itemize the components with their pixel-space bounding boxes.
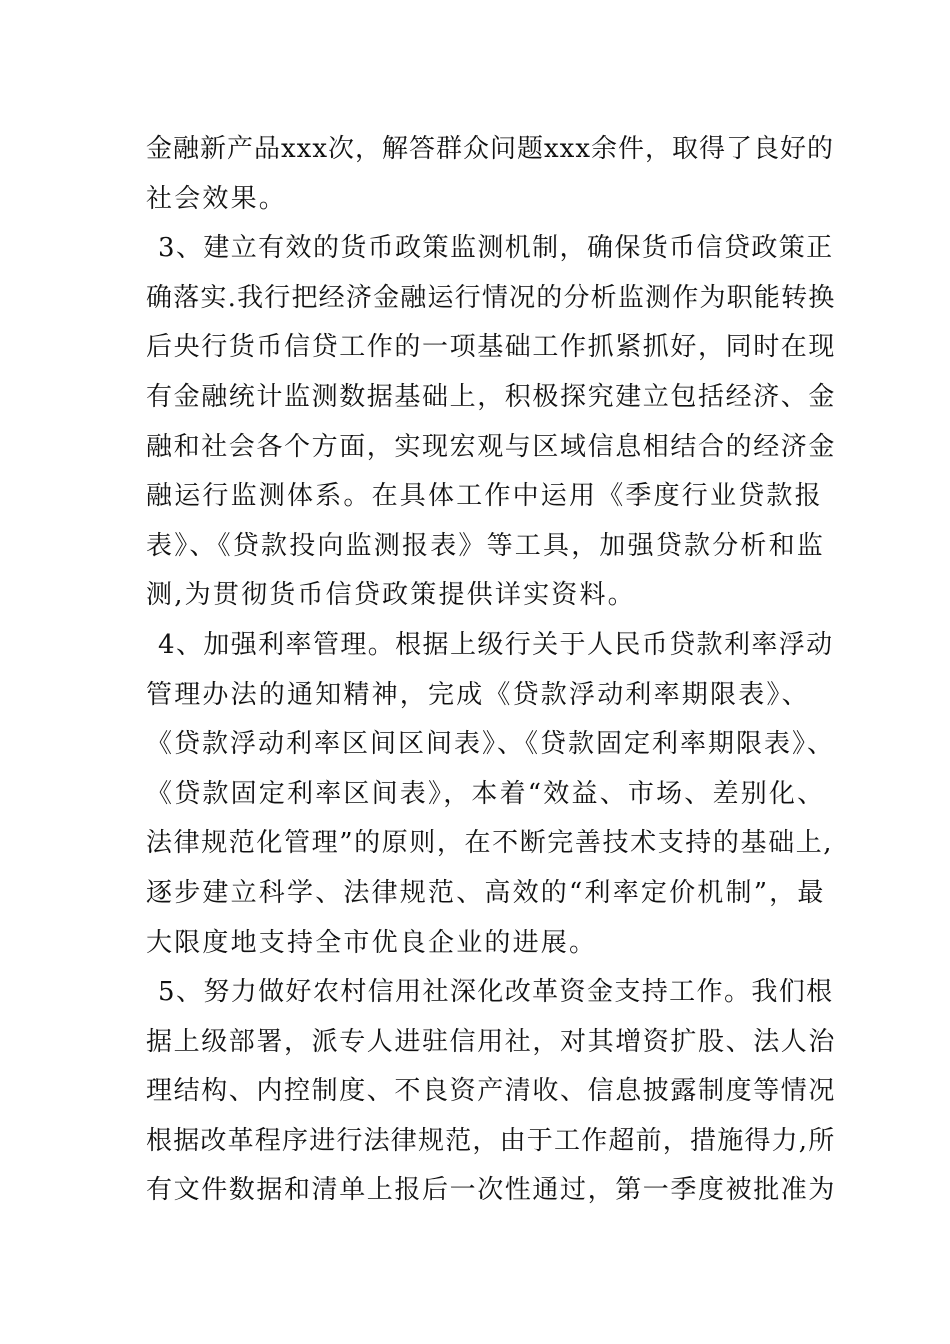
text-line: 据上级部署，派专人进驻信用社，对其增资扩股、法人治 (146, 1026, 837, 1057)
text-line: 融和社会各个方面，实现宏观与区域信息相结合的经济金 (146, 431, 837, 462)
text-line: 《贷款固定利率区间表》，本着“效益、市场、差别化、 (146, 778, 826, 809)
text-line: 根据改革程序进行法律规范，由于工作超前，措施得力,所 (146, 1125, 836, 1156)
text-line: 表》、《贷款投向监测报表》等工具，加强贷款分析和监 (146, 530, 826, 561)
text-line: 测,为贯彻货币信贷政策提供详实资料。 (146, 580, 636, 611)
text-line: 3、建立有效的货币政策监测机制，确保货币信贷政策正 (158, 233, 834, 264)
text-line: 管理办法的通知精神，完成《贷款浮动利率期限表》、 (146, 679, 810, 710)
text-line: 后央行货币信贷工作的一项基础工作抓紧抓好，同时在现 (146, 332, 837, 363)
text-line: 社会效果。 (146, 183, 288, 214)
text-line: 确落实.我行把经济金融运行情况的分析监测作为职能转换 (146, 282, 836, 313)
text-line: 融运行监测体系。在具体工作中运用《季度行业贷款报 (146, 481, 823, 512)
text-line: 有金融统计监测数据基础上，积极探究建立包括经济、金 (146, 381, 837, 412)
text-line: 《贷款浮动利率区间区间表》、《贷款固定利率期限表》、 (146, 729, 836, 760)
text-line: 4、加强利率管理。根据上级行关于人民币贷款利率浮动 (158, 629, 834, 660)
body-text (146, 125, 837, 1216)
text-line: 法律规范化管理”的原则，在不断完善技术支持的基础上, (146, 828, 834, 859)
text-line: 大限度地支持全市优良企业的进展。 (146, 927, 598, 958)
text-line: 理结构、内控制度、不良资产清收、信息披露制度等情况 (146, 1076, 837, 1107)
text-line: 逐步建立科学、法律规范、高效的“利率定价机制”，最 (146, 877, 826, 908)
text-line: 金融新产品xxx次，解答群众问题xxx余件，取得了良好的 (146, 134, 834, 164)
text-line: 5、努力做好农村信用社深化改革资金支持工作。我们根 (158, 977, 834, 1008)
text-line: 有文件数据和清单上报后一次性通过，第一季度被批准为 (146, 1175, 837, 1206)
